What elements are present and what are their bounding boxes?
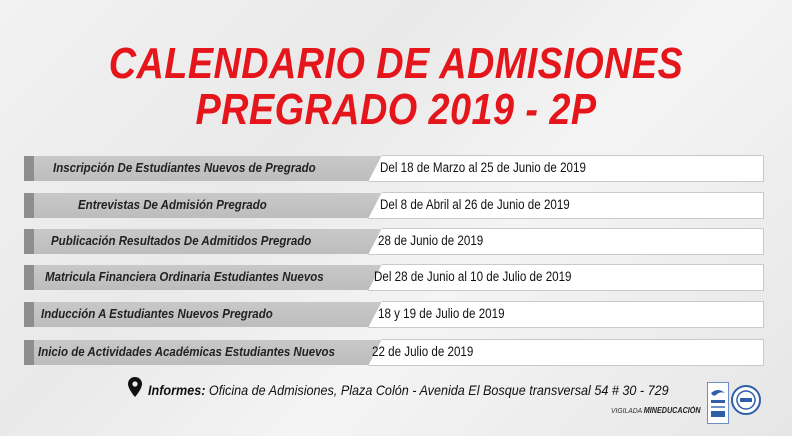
row-accent: [24, 156, 34, 181]
location-pin-icon: [128, 377, 142, 397]
schedule-row: [24, 301, 762, 327]
row-date: 28 de Junio de 2019: [378, 233, 484, 248]
title-line-2: PREGRADO 2019 - 2P: [195, 85, 597, 134]
row-label: Inscripción De Estudiantes Nuevos de Pregrado: [53, 161, 316, 175]
vigilada-entity: MINEDUCACIÓN: [643, 406, 701, 415]
schedule-row: [24, 192, 762, 218]
row-label: Matricula Financiera Ordinaria Estudiantes Nuevos: [45, 270, 324, 284]
row-accent: [24, 340, 34, 365]
row-date: Del 8 de Abril al 26 de Junio de 2019: [380, 197, 570, 212]
row-label: Inicio de Actividades Académicas Estudiantes Nuevos: [38, 345, 335, 359]
schedule-row: [24, 155, 762, 181]
vigilada-text: [611, 406, 701, 415]
title-line-1: CALENDARIO DE ADMISIONES: [108, 39, 684, 88]
row-label: Inducción A Estudiantes Nuevos Pregrado: [41, 307, 273, 321]
certification-logo-icon: [707, 382, 729, 424]
row-date: Del 18 de Marzo al 25 de Junio de 2019: [380, 160, 586, 175]
quality-seal-icon: [731, 385, 761, 415]
schedule-row: [24, 339, 762, 365]
row-date: 22 de Julio de 2019: [372, 344, 474, 359]
footer-info: [148, 379, 669, 401]
schedule-row: [24, 264, 762, 290]
row-accent: [24, 193, 34, 218]
row-accent: [24, 302, 34, 327]
footer-label: Informes:: [148, 382, 206, 398]
row-label: Publicación Resultados De Admitidos Pregrado: [51, 234, 312, 248]
row-label: Entrevistas De Admisión Pregrado: [78, 198, 267, 212]
footer-address: Oficina de Admisiones, Plaza Colón - Avenida El Bosque transversal 54 # 30 - 729: [208, 382, 669, 398]
schedule-row: [24, 228, 762, 254]
row-accent: [24, 229, 34, 254]
row-date: Del 28 de Junio al 10 de Julio de 2019: [374, 269, 572, 284]
row-accent: [24, 265, 34, 290]
row-date: 18 y 19 de Julio de 2019: [378, 306, 505, 321]
vigilada-prefix: VIGILADA: [611, 406, 642, 415]
